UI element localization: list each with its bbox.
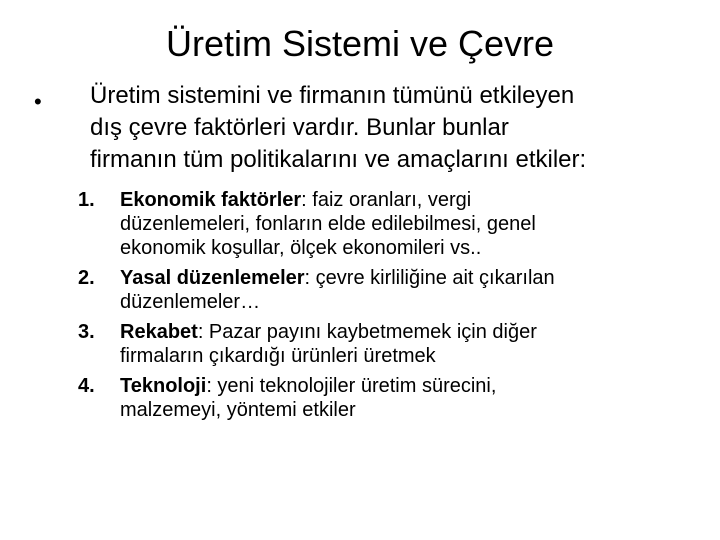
item-first-line bbox=[120, 374, 694, 398]
factor-term: Teknoloji bbox=[120, 375, 207, 397]
item-text: : Pazar payını kaybetmemek için diğer bbox=[197, 321, 537, 343]
item-text: : faiz oranları, vergi bbox=[301, 189, 472, 211]
factor-term: Rekabet bbox=[120, 321, 198, 343]
bullet-marker: • bbox=[34, 89, 42, 114]
item-text-line: düzenlemeler… bbox=[120, 291, 261, 313]
factor-item-economic bbox=[74, 188, 694, 260]
slide-title: Üretim Sistemi ve Çevre bbox=[165, 23, 555, 64]
factor-item-competition bbox=[74, 320, 694, 368]
item-first-line bbox=[120, 266, 694, 290]
item-text-line: malzemeyi, yöntemi etkiler bbox=[120, 399, 356, 421]
factor-term: Yasal düzenlemeler bbox=[120, 267, 305, 289]
list-number: 1. bbox=[78, 189, 95, 211]
item-text-line: firmaların çıkardığı ürünleri üretmek bbox=[120, 345, 436, 367]
main-bullet-text bbox=[90, 80, 690, 176]
list-number: 3. bbox=[78, 321, 95, 343]
item-first-line bbox=[120, 320, 694, 344]
factor-item-legal bbox=[74, 266, 694, 314]
main-text-line: dış çevre faktörleri vardır. Bunlar bunlar bbox=[90, 114, 509, 141]
item-text-line: ekonomik koşullar, ölçek ekonomileri vs.. bbox=[120, 237, 482, 259]
factor-item-technology bbox=[74, 374, 694, 422]
item-text: : yeni teknolojiler üretim sürecini, bbox=[206, 375, 497, 397]
list-number: 2. bbox=[78, 267, 95, 289]
main-text-line: Üretim sistemini ve firmanın tümünü etkileyen bbox=[90, 82, 575, 109]
list-number: 4. bbox=[78, 375, 95, 397]
item-text: : çevre kirliliğine ait çıkarılan bbox=[304, 267, 555, 289]
main-text-line: firmanın tüm politikalarını ve amaçlarını etkiler: bbox=[90, 146, 587, 173]
item-first-line bbox=[120, 188, 694, 212]
item-text-line: düzenlemeleri, fonların elde edilebilmesi, genel bbox=[120, 213, 536, 235]
factor-list bbox=[74, 188, 694, 428]
factor-term: Ekonomik faktörler bbox=[120, 189, 302, 211]
